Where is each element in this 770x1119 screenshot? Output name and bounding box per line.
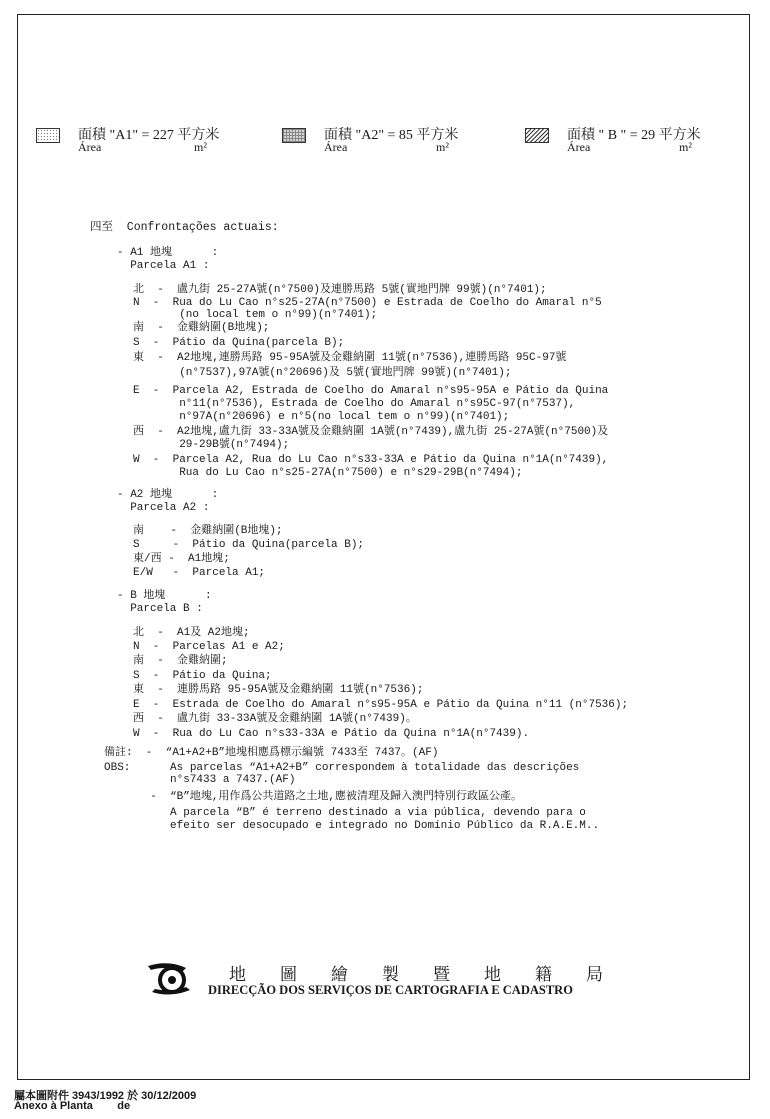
dotted-pattern-swatch <box>36 128 60 143</box>
text-line: 南 - 金雞納圍; <box>133 655 228 667</box>
text-line: - A2 地塊 : <box>117 489 219 501</box>
legend-b-text: 面積 " B " = 29 平方米 <box>567 128 701 143</box>
text-line: n°97A(n°20696) e n°5(no local tem o n°99)(n°7401); <box>133 411 510 423</box>
section-heading: 四至 Confrontações actuais: <box>90 221 279 234</box>
hatched-pattern-swatch <box>525 128 549 143</box>
text-line: Parcela A2 : <box>117 502 210 514</box>
text-line: (no local tem o n°99)(n°7401); <box>133 309 378 321</box>
legend-a2-text: 面積 "A2" = 85 平方米 <box>324 128 459 143</box>
text-line: 備註: - “A1+A2+B”地塊相應爲標示編號 7433至 7437。(AF) <box>104 747 439 759</box>
text-line: - B 地塊 : <box>117 590 212 602</box>
text-line: S - Pátio da Quina(parcela B); <box>133 539 365 551</box>
text-line: 29-29B號(n°7494); <box>133 439 290 451</box>
grid-pattern-swatch <box>282 128 306 143</box>
text-line: n°s7433 a 7437.(AF) <box>104 774 296 786</box>
text-line: S - Pátio da Quina; <box>133 670 272 682</box>
text-line: 西 - 盧九街 33-33A號及金雞納圍 1A號(n°7439)。 <box>133 713 417 725</box>
agency-name-portuguese: DIRECÇÃO DOS SERVIÇOS DE CARTOGRAFIA E CADASTRO <box>208 983 573 997</box>
text-line: 南 - 金雞納圍(B地塊); <box>133 525 283 537</box>
text-line: A parcela “B” é terreno destinado a via pública, devendo para o <box>104 807 586 819</box>
text-line: 西 - A2地塊,盧九街 33-33A號及金雞納圍 1A號(n°7439),盧九街 25-27A號(n°7500)及 <box>133 426 609 438</box>
text-line: W - Parcela A2, Rua do Lu Cao n°s33-33A e Pátio da Quina n°1A(n°7439), <box>133 454 609 466</box>
page-frame <box>17 14 750 1080</box>
legend-b-area-label: Área <box>567 140 591 154</box>
text-line: S - Pátio da Quina(parcela B); <box>133 337 345 349</box>
text-line: 北 - A1及 A2地塊; <box>133 627 250 639</box>
text-line: - “B”地塊,用作爲公共道路之土地,應被清理及歸入澳門特別行政區公產。 <box>104 791 523 803</box>
text-line: 南 - 金雞納圍(B地塊); <box>133 322 270 334</box>
legend-a1-text: 面積 "A1" = 227 平方米 <box>78 128 220 143</box>
text-line: efeito ser desocupado e integrado no Domínio Público da R.A.E.M.. <box>104 820 600 832</box>
text-line: Rua do Lu Cao n°s25-27A(n°7500) e n°s29-29B(n°7494); <box>133 467 523 479</box>
footer-annex-zh: 屬本圖附件 3943/1992 於 30/12/2009 <box>14 1090 197 1102</box>
text-line: 東 - 連勝馬路 95-95A號及金雞納圍 11號(n°7536); <box>133 684 424 696</box>
text-line: N - Parcelas A1 e A2; <box>133 641 285 653</box>
text-line: 東 - A2地塊,連勝馬路 95-95A號及金雞納圍 11號(n°7536),連勝馬路 95C-97號 <box>133 352 567 364</box>
text-line: n°11(n°7536), Estrada de Coelho do Amaral n°s95C-97(n°7537), <box>133 398 576 410</box>
text-line: W - Rua do Lu Cao n°s33-33A e Pátio da Quina n°1A(n°7439). <box>133 728 530 740</box>
legend-a1-area-label: Área <box>78 140 102 154</box>
agency-name-chinese: 地圖繪製暨地籍局 <box>229 965 637 985</box>
text-line: 東/西 - A1地塊; <box>133 553 230 565</box>
text-line: (n°7537),97A號(n°20696)及 5號(實地門牌 99號)(n°7401); <box>133 367 512 379</box>
text-line: E - Parcela A2, Estrada de Coelho do Amaral n°s95-95A e Pátio da Quina <box>133 385 609 397</box>
text-line: Parcela A1 : <box>117 260 210 272</box>
legend-a2-area-label: Área <box>324 140 348 154</box>
footer-annex-pt: Anexo à Planta de <box>14 1100 131 1112</box>
legend-a1-unit: m² <box>194 140 207 154</box>
text-line: E/W - Parcela A1; <box>133 567 266 579</box>
text-line: N - Rua do Lu Cao n°s25-27A(n°7500) e Estrada de Coelho do Amaral n°5 <box>133 297 602 309</box>
text-line: 北 - 盧九街 25-27A號(n°7500)及連勝馬路 5號(實地門牌 99號)(n°7401); <box>133 284 547 296</box>
text-line: - A1 地塊 : <box>117 247 219 259</box>
text-line: OBS: As parcelas “A1+A2+B” correspondem à totalidade das descrições <box>104 762 580 774</box>
legend-b-unit: m² <box>679 140 692 154</box>
text-line: Parcela B : <box>117 603 203 615</box>
text-line: E - Estrada de Coelho do Amaral n°s95-95A e Pátio da Quina n°11 (n°7536); <box>133 699 629 711</box>
legend-a2-unit: m² <box>436 140 449 154</box>
cadastre-logo-icon <box>146 960 192 1000</box>
